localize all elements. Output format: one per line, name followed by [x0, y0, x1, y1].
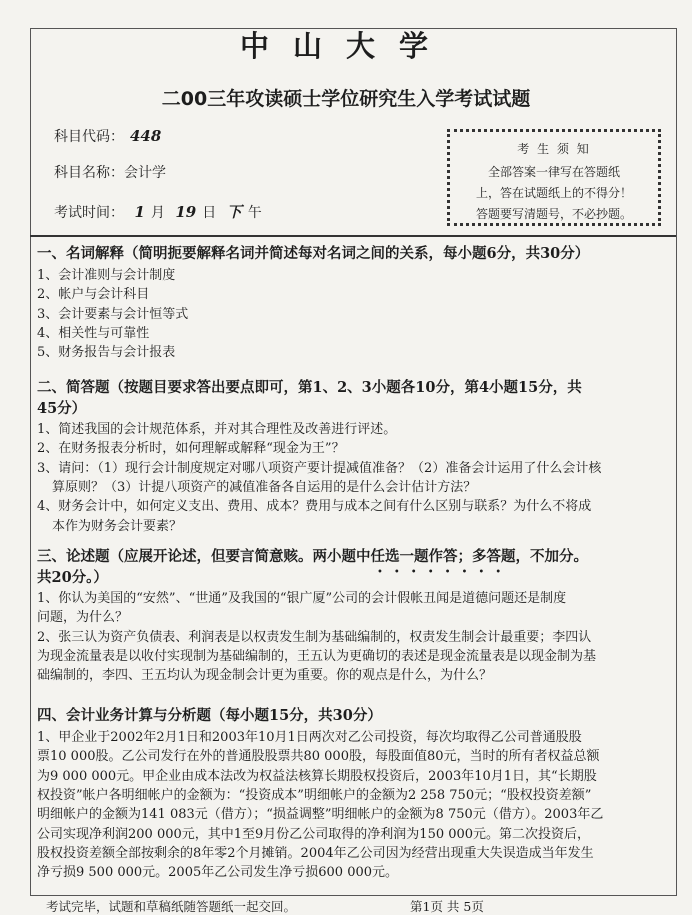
- period-unit: 午: [247, 205, 262, 221]
- exam-period: 下: [226, 203, 242, 221]
- question-line: 票10 000股。乙公司发行在外的普通股股票共80 000股，每股面值80元，当时的所有者权益总额: [37, 749, 600, 765]
- question-line: 1、你认为美国的“安然”、“世通”及我国的“银广厦”公司的会计假帐丑闻是道德问题还是制度: [37, 591, 567, 606]
- question-line: 1、甲企业于2002年2月1日和2003年10月1日两次对乙公司投资，每次均取得乙公司普通股股: [37, 730, 582, 745]
- question-line: 为现金流量表是以收付实现制为基础编制的，王五认为更确切的表述是现金流量表是以现金制为基: [37, 648, 597, 664]
- question-line: 净亏损9 500 000元。2005年乙公司发生净亏损600 000元。: [37, 865, 399, 881]
- section-heading: 共20分。）: [37, 569, 108, 586]
- section-heading: 一、名词解释（简明扼要解释名词并简述每对名词之间的关系，每小题6分，共30分）: [37, 245, 590, 262]
- subject-name-value: 会计学: [124, 165, 166, 181]
- emphasis-dots: ••••••••: [377, 567, 513, 578]
- university-name: 中山大学: [239, 29, 452, 63]
- exam-title: 二00三年攻读硕士学位研究生入学考试试题: [161, 88, 531, 110]
- question-line: 明细帐户的金额为141 083元（借方）；“损益调整”明细帐户的金额为8 750元（借方）。2003年乙: [37, 807, 604, 823]
- question-line: 3、会计要素与会计恒等式: [37, 306, 189, 322]
- candidate-notice-box: [447, 129, 661, 226]
- exam-time-row: [54, 201, 262, 222]
- question-line: 2、帐户与会计科目: [37, 287, 150, 303]
- subject-code-row: [54, 126, 167, 146]
- exam-time-label: 考试时间：: [54, 205, 124, 221]
- question-line: 问题，为什么？: [37, 610, 129, 626]
- question-line: 权投资”帐户各明细帐户的金额为：“投资成本”明细帐户的金额为2 258 750元；“股权投资差额”: [37, 787, 592, 803]
- page-number: 第1页 共 5页: [410, 899, 484, 914]
- question-line: 2、张三认为资产负债表、利润表是以权责发生制为基础编制的，权责发生制会计最重要；李四认: [37, 629, 592, 645]
- month-unit: 月: [150, 205, 165, 221]
- question-line: 4、财务会计中，如何定义支出、费用、成本？费用与成本之间有什么区别与联系？为什么不将成: [37, 499, 592, 515]
- section-heading: 三、论述题（应展开论述，但要言简意赅。两小题中任选一题作答；多答题，不加分。: [37, 548, 588, 565]
- subject-name-row: [54, 162, 166, 182]
- section-heading: 二、简答题（按题目要求答出要点即可，第1、2、3小题各10分，第4小题15分，共: [37, 379, 582, 396]
- question-line: 5、财务报告与会计报表: [37, 345, 176, 361]
- day-unit: 日: [202, 205, 217, 221]
- question-line: 股权投资差额全部按剩余的8年零2个月摊销。2004年乙公司因为经营出现重大失误造成当年发生: [37, 845, 594, 861]
- exam-day: 19: [175, 203, 197, 221]
- subject-code-label: 科目代码：: [54, 129, 124, 145]
- header-divider: [30, 235, 676, 237]
- exam-month: 1: [134, 203, 145, 221]
- question-line: 1、简述我国的会计规范体系，并对其合理性及改善进行评述。: [37, 422, 397, 437]
- section-heading: 四、会计业务计算与分析题（每小题15分，共30分）: [37, 707, 382, 724]
- subject-code-value: 448: [130, 127, 162, 145]
- notice-line: 答题要写清题号，不必抄题。: [475, 207, 632, 221]
- section-heading: 45分）: [37, 400, 87, 417]
- question-line: 4、相关性与可靠性: [37, 325, 150, 341]
- question-line: 础编制的，李四、王五均认为现金制会计更为重要。你的观点是什么，为什么？: [37, 668, 493, 684]
- question-line: 算原则？（3）计提八项资产的减值准备各自运用的是什么会计估计方法？: [52, 479, 477, 495]
- notice-title: 考 生 须 知: [517, 142, 591, 156]
- question-line: 公司实现净利润200 000元，其中1至9月份乙公司取得的净利润为150 000元。第二次投资后，: [37, 826, 591, 842]
- question-line: 本作为财务会计要素？: [52, 518, 183, 534]
- question-line: 2、在财务报表分析时，如何理解或解释“现金为王”？: [37, 441, 345, 457]
- footer-note: 考试完毕，试题和草稿纸随答题纸一起交回。: [46, 899, 297, 914]
- notice-line: 上，答在试题纸上的不得分！: [475, 186, 632, 200]
- subject-name-label: 科目名称：: [54, 165, 124, 181]
- notice-line: 全部答案一律写在答题纸: [487, 165, 620, 179]
- question-line: 3、请问：（1）现行会计制度规定对哪八项资产要计提减值准备？（2）准备会计运用了什么会计核: [37, 460, 602, 476]
- question-line: 为9 000 000元。甲企业由成本法改为权益法核算长期股权投资后，2003年10月1日，其“长期股: [37, 768, 597, 784]
- question-line: 1、会计准则与会计制度: [37, 268, 176, 283]
